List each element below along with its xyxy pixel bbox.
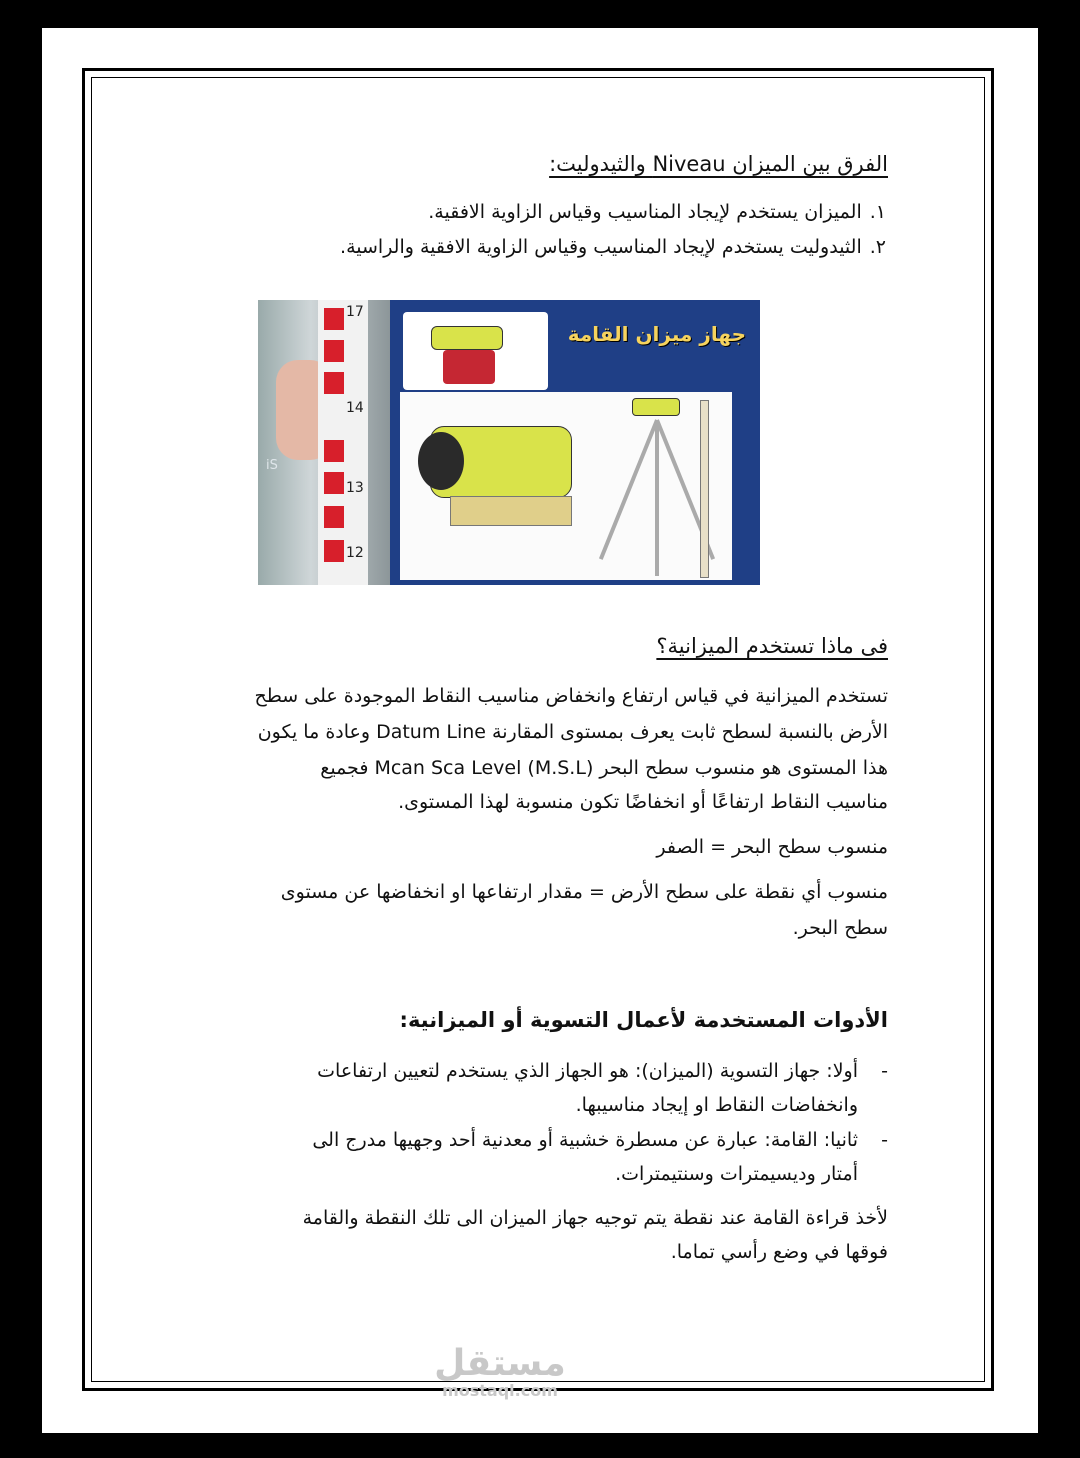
watermark-arabic: مستقل [434,1343,566,1384]
staff-rod-photo [258,300,390,585]
staff-number: 14 [346,400,364,416]
point-level-equation: منسوب أي نقطة على سطح الأرض = مقدار ارتفاعها او انخفاضها عن مستوى [280,881,888,903]
staff-mark [324,472,344,494]
paragraph-line: فوقها في وضع رأسي تماما. [670,1241,888,1263]
tool-item-1 [317,1055,888,1087]
staff-watermark: iS [266,458,278,473]
leveling-instrument-image [258,300,760,585]
staff-number: 13 [346,480,364,496]
tripod-leg [599,419,659,560]
tripod-level [632,398,680,416]
sea-level-equation: منسوب سطح البحر = الصفر [656,836,888,858]
heading-difference: الفرق بين الميزان Niveau والثيدوليت: [549,152,888,176]
image-title: جهاز ميزان القامة [567,322,746,346]
staff-mark [324,506,344,528]
staff-number: 17 [346,304,364,320]
heading-tools: الأدوات المستخدمة لأعمال التسوية أو الميزانية: [399,1008,888,1032]
lens [418,432,464,490]
staff-mark [324,440,344,462]
tool-text: ثانيا: القامة: عبارة عن مسطرة خشبية أو معدنية أحد وجهيها مدرج الى [312,1129,858,1151]
staff-mark [324,540,344,562]
paragraph-line: لأخذ قراءة القامة عند نقطة يتم توجيه جهاز الميزان الى تلك النقطة والقامة [302,1207,888,1229]
paragraph-line: الأرض بالنسبة لسطح ثابت يعرف بمستوى المقارنة Datum Line وعادة ما يكون [257,721,888,743]
tool-item-1-cont: وانخفاضات النقاط او إيجاد مناسيبها. [575,1094,858,1116]
large-level-photo [400,392,732,580]
staff-mark [324,308,344,330]
watermark-url: mostaql.com [442,1381,558,1400]
staff-number: 12 [346,545,364,561]
paragraph-line: تستخدم الميزانية في قياس ارتفاع وانخفاض مناسيب النقاط الموجودة على سطح [254,685,888,707]
list-dash: - [881,1129,888,1151]
list-text: الثيدوليت يستخدم لإيجاد المناسيب وقياس الزاوية الافقية والراسية. [340,236,862,258]
list-dash: - [881,1060,888,1082]
level-base [450,496,572,526]
tool-item-2-cont: أمتار وديسيمترات وسنتيمترات. [615,1163,858,1185]
paragraph-line: مناسيب النقاط ارتفاعًا أو انخفاضًا تكون منسوبة لهذا المستوى. [398,791,888,813]
small-level-photo [403,312,548,390]
list-number: ١. [869,201,886,223]
mostaql-watermark [430,1345,570,1399]
paragraph-line: هذا المستوى هو منسوب سطح البحر (M.S.L) Mcan Sca Level فجميع [320,757,888,779]
tool-text: أولا: جهاز التسوية (الميزان): هو الجهاز الذي يستخدم لتعيين ارتفاعات [317,1060,858,1082]
heading-usage: فى ماذا تستخدم الميزانية؟ [656,634,888,658]
page-content [42,28,1038,1433]
list-item-2 [340,231,886,263]
list-text: الميزان يستخدم لإيجاد المناسيب وقياس الزاوية الافقية. [428,201,862,223]
document-page [42,28,1038,1433]
staff-rod-small [700,400,709,578]
tribrach [443,350,495,384]
level-body [431,326,503,350]
staff-mark [324,340,344,362]
tool-item-2 [312,1124,888,1156]
staff-mark [324,372,344,394]
point-level-equation-cont: سطح البحر. [792,917,888,939]
tripod-leg [655,420,659,576]
list-number: ٢. [869,236,886,258]
list-item-1 [428,196,886,228]
